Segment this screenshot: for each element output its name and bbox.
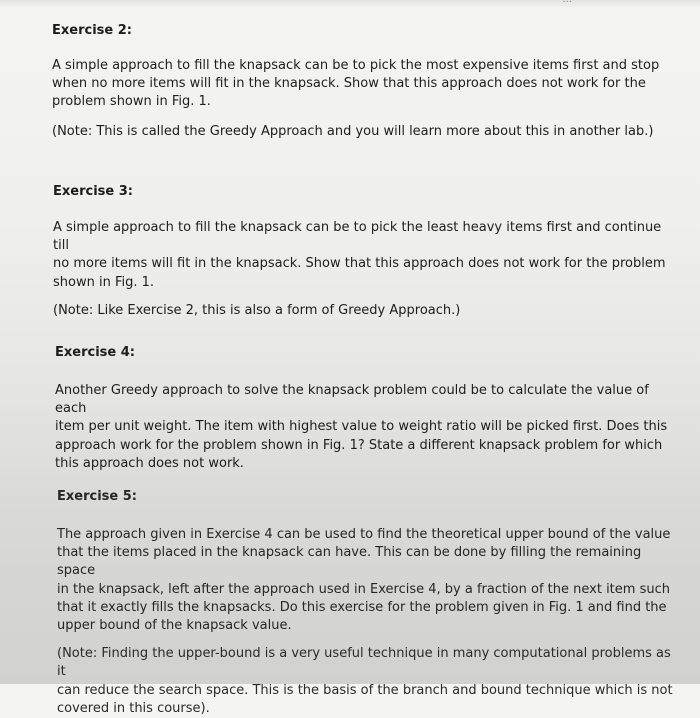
exercise-2-note: (Note: This is called the Greedy Approach and you will learn more about this in another lab.) xyxy=(52,123,654,139)
exercise-5-section xyxy=(57,489,677,718)
exercise-3-heading: Exercise 3: xyxy=(53,184,133,199)
exercise-5-body: The approach given in Exercise 4 can be used to find the theoretical upper bound of the value that the items placed in the knapsack can have. This can be done by filling the remaining space in the knapsack, left after the approach used in Exercise 4, by a fraction of the next item such that it exactly fills the knapsacks. Do this exercise for the problem given in Fig. 1 and find the upper bound of the knapsack value. xyxy=(57,527,671,634)
exercise-4-body: Another Greedy approach to solve the knapsack problem could be to calculate the value of each item per unit weight. The item with highest value to weight ratio will be picked first. Does this approach work for the problem shown in Fig. 1? State a different knapsack problem for which this approach does not work. xyxy=(55,383,668,471)
exercise-2-section xyxy=(52,23,672,141)
exercise-2-heading: Exercise 2: xyxy=(52,23,132,38)
exercise-2-body: A simple approach to fill the knapsack can be to pick the most expensive items first and stop when no more items will fit in the knapsack. Show that this approach does not work for the problem shown in Fig. 1. xyxy=(52,58,660,110)
exercise-5-note: (Note: Finding the upper-bound is a very useful technique in many computational problems as it can reduce the search space. This is the basis of the branch and bound technique which is not covered in this course). xyxy=(57,646,673,716)
page-top-edge xyxy=(0,0,700,8)
exercise-3-body: A simple approach to fill the knapsack can be to pick the least heavy items first and continue till no more items will fit in the knapsack. Show that this approach does not work for the problem shown in Fig. 1. xyxy=(53,220,666,290)
exercise-4-heading: Exercise 4: xyxy=(55,345,135,360)
exercise-3-note: (Note: Like Exercise 2, this is also a form of Greedy Approach.) xyxy=(53,302,461,318)
edge-text xyxy=(562,0,572,5)
exercise-4-section xyxy=(55,345,675,473)
exercise-5-heading: Exercise 5: xyxy=(57,489,137,504)
exercise-3-section xyxy=(53,184,673,320)
